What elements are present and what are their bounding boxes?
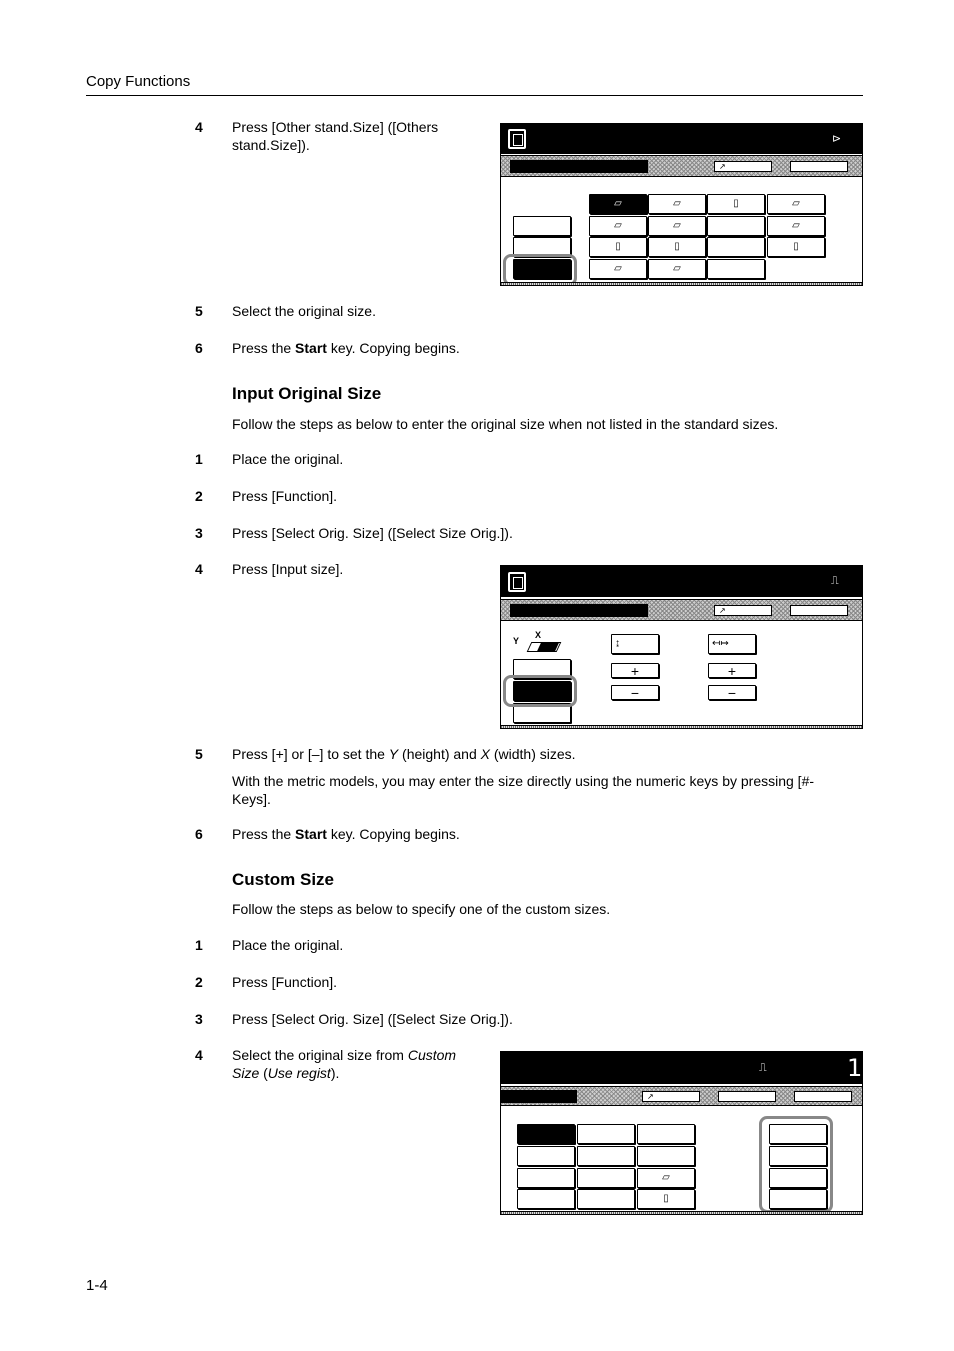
minus-icon: − (630, 684, 640, 701)
size-key[interactable] (707, 216, 765, 236)
y-axis-mark: Y (513, 636, 520, 646)
custom-size-key[interactable] (637, 1146, 695, 1166)
panel-bottom-edge (501, 1211, 862, 1214)
step-text: Select the original size. (232, 303, 376, 319)
custom-size-key[interactable] (517, 1124, 575, 1144)
size-key[interactable] (767, 216, 825, 236)
size-key[interactable] (707, 194, 765, 214)
x-axis-mark: X (535, 630, 542, 640)
size-key[interactable] (648, 216, 706, 236)
landscape-paper-icon: ▱ (673, 220, 681, 231)
return-icon: ↗ (719, 162, 726, 171)
step-number: 4 (195, 561, 203, 577)
highlight-ring (503, 675, 577, 707)
step-number: 3 (195, 525, 203, 541)
size-key[interactable] (707, 259, 765, 279)
custom-size-key[interactable] (577, 1146, 635, 1166)
size-key[interactable] (589, 216, 647, 236)
step-number: 6 (195, 340, 203, 356)
step-text: Press [Input size]. (232, 561, 344, 577)
landscape-paper-icon: ▱ (614, 263, 622, 274)
panel-tab-strip (501, 1086, 862, 1106)
selected-tab[interactable] (510, 160, 648, 173)
touch-panel-custom-size (500, 1051, 863, 1215)
step-number: 5 (195, 746, 203, 762)
custom-size-key[interactable] (637, 1189, 695, 1209)
landscape-paper-icon: ▱ (662, 1172, 670, 1183)
back-button[interactable] (714, 605, 772, 616)
close-button[interactable] (790, 161, 848, 172)
panel-tab-strip (501, 599, 862, 621)
step-number: 2 (195, 488, 203, 504)
portrait-paper-icon: ▯ (733, 198, 739, 209)
header-rule (86, 95, 863, 96)
document-icon (508, 572, 526, 592)
y-height-display (611, 634, 659, 654)
return-icon: ↗ (647, 1092, 654, 1101)
y-minus-button[interactable] (611, 685, 659, 700)
step-note: With the metric models, you may enter the size directly using the numeric keys by pressing [#-Keys]. (232, 773, 815, 807)
section-title-custom-size: Custom Size (232, 870, 335, 889)
step-number: 6 (195, 826, 203, 842)
page-number: 1-4 (86, 1277, 108, 1294)
step-number: 1 (195, 451, 203, 467)
minus-icon: − (727, 684, 737, 701)
selected-tab[interactable] (501, 1090, 577, 1103)
selected-tab[interactable] (510, 604, 648, 617)
plus-icon: + (727, 662, 737, 679)
landscape-paper-icon: ▱ (792, 198, 800, 209)
touch-panel-other-standard-sizes (500, 123, 863, 286)
custom-size-key[interactable] (577, 1189, 635, 1209)
document-icon (508, 129, 526, 149)
section-intro: Follow the steps as below to specify one of the custom sizes. (232, 901, 611, 917)
step-text: Press [+] or [–] to set the Y (height) and X (width) sizes. (232, 746, 576, 762)
size-key[interactable] (589, 237, 647, 257)
size-key[interactable] (589, 259, 647, 279)
step-text: Press [Select Orig. Size] ([Select Size Orig.]). (232, 525, 513, 541)
portrait-paper-icon: ▯ (615, 241, 621, 252)
landscape-paper-icon: ▱ (614, 220, 622, 231)
section-title-input-original-size: Input Original Size (232, 384, 382, 403)
step-text: Select the original size from Custom Size (Use regist). (232, 1047, 457, 1081)
x-minus-button[interactable] (708, 685, 756, 700)
copy-counter: 1 (847, 1054, 863, 1082)
landscape-paper-icon: ▱ (673, 263, 681, 274)
page-header-title: Copy Functions (86, 73, 191, 90)
size-key[interactable] (648, 237, 706, 257)
custom-size-key[interactable] (517, 1168, 575, 1188)
landscape-paper-icon: ▱ (673, 198, 681, 209)
step-text: Press [Function]. (232, 974, 338, 990)
landscape-paper-icon: ▱ (792, 220, 800, 231)
step-text: Press the Start key. Copying begins. (232, 826, 460, 842)
highlight-ring (759, 1116, 833, 1213)
step-number: 3 (195, 1011, 203, 1027)
y-plus-button[interactable] (611, 663, 659, 678)
step-text: Press [Other stand.Size] ([Others stand.Size]). (232, 119, 439, 153)
width-arrow-icon: ↤↦ (712, 638, 729, 649)
landscape-paper-icon: ▱ (614, 198, 622, 209)
size-key[interactable] (767, 194, 825, 214)
step-text: Press [Select Orig. Size] ([Select Size Orig.]). (232, 1011, 513, 1027)
original-size-diagram-icon (513, 630, 563, 658)
custom-size-key[interactable] (577, 1124, 635, 1144)
step-number: 4 (195, 119, 203, 135)
step-text: Press the Start key. Copying begins. (232, 340, 460, 356)
custom-size-key[interactable] (637, 1168, 695, 1188)
status-icon: ⎍ (831, 574, 839, 587)
return-icon: ↗ (719, 606, 726, 615)
close-button[interactable] (794, 1091, 852, 1102)
size-key[interactable] (648, 194, 706, 214)
size-key[interactable] (589, 194, 647, 214)
panel-bottom-edge (501, 282, 862, 285)
portrait-paper-icon: ▯ (674, 241, 680, 252)
size-key[interactable] (648, 259, 706, 279)
step-text: Press [Function]. (232, 488, 338, 504)
panel-bottom-edge (501, 725, 862, 728)
back-button[interactable] (642, 1091, 700, 1102)
touch-panel-input-size (500, 565, 863, 729)
custom-size-key[interactable] (517, 1189, 575, 1209)
back-button[interactable] (714, 161, 772, 172)
step-text: Place the original. (232, 937, 344, 953)
step-text: Place the original. (232, 451, 344, 467)
status-icon: ⎍ (759, 1061, 767, 1074)
panel-title-bar (501, 1052, 862, 1084)
portrait-paper-icon: ▯ (793, 241, 799, 252)
plus-icon: + (630, 662, 640, 679)
step-number: 5 (195, 303, 203, 319)
step-number: 1 (195, 937, 203, 953)
x-plus-button[interactable] (708, 663, 756, 678)
status-icon: ⊳ (832, 132, 842, 145)
panel-title-bar (501, 124, 862, 154)
panel-tab-strip (501, 155, 862, 177)
option-button[interactable] (718, 1091, 776, 1102)
custom-size-key[interactable] (577, 1168, 635, 1188)
step-number: 2 (195, 974, 203, 990)
standard-size-button[interactable] (513, 216, 571, 236)
x-width-display (708, 634, 756, 654)
custom-size-key[interactable] (637, 1124, 695, 1144)
custom-size-key[interactable] (517, 1146, 575, 1166)
size-key[interactable] (767, 237, 825, 257)
height-arrow-icon: ↨ (615, 638, 620, 649)
size-key[interactable] (707, 237, 765, 257)
step-number: 4 (195, 1047, 203, 1063)
close-button[interactable] (790, 605, 848, 616)
panel-title-bar (501, 566, 862, 597)
section-intro: Follow the steps as below to enter the original size when not listed in the standard sizes. (232, 416, 779, 432)
portrait-paper-icon: ▯ (663, 1193, 669, 1204)
